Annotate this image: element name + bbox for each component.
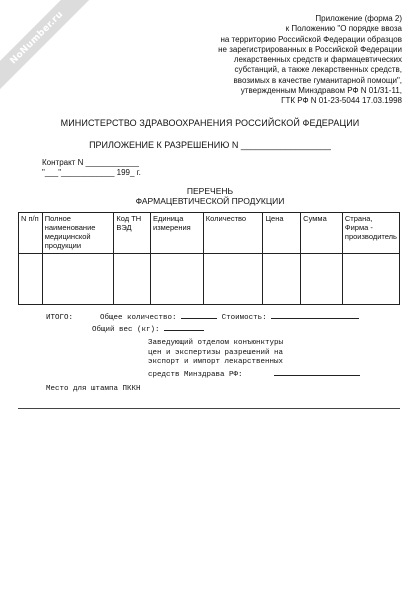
column-header: Сумма bbox=[301, 213, 343, 254]
contract-block bbox=[42, 158, 141, 178]
table-row bbox=[19, 254, 400, 305]
appendix-line: Приложение (форма 2) bbox=[315, 14, 402, 23]
table-cell bbox=[19, 254, 43, 305]
weight-line bbox=[164, 323, 204, 331]
table-cell bbox=[114, 254, 151, 305]
contract-date: "___"____________ 199_ г. bbox=[42, 168, 141, 177]
ministry-heading: МИНИСТЕРСТВО ЗДРАВООХРАНЕНИЯ РОССИЙСКОЙ ФЕДЕРАЦИИ bbox=[60, 118, 360, 128]
totals-label: ИТОГО: bbox=[46, 314, 74, 322]
department-line: средств Минздрава РФ: bbox=[148, 370, 243, 379]
contract-number: Контракт N ____________ bbox=[42, 158, 139, 167]
title-line: ПЕРЕЧЕНЬ bbox=[186, 186, 234, 196]
appendix-line: утвержденным Минздравом РФ N 01/31-11, bbox=[240, 86, 402, 96]
column-header: Страна, Фирма - производитель bbox=[342, 213, 399, 254]
cost-label: Стоимость: bbox=[221, 314, 267, 322]
appendix-line: не зарегистрированных в Российской Федерации bbox=[218, 44, 402, 54]
appendix-line: лекарственных средств и фармацевтических bbox=[233, 55, 402, 65]
title-line: ФАРМАЦЕВТИЧЕСКОЙ ПРОДУКЦИИ bbox=[135, 196, 285, 206]
department-line: цен и экспертизы разрешений на bbox=[148, 348, 284, 357]
table-cell bbox=[151, 254, 204, 305]
document-title bbox=[0, 186, 420, 206]
weight-label: Общий вес (кг): bbox=[92, 326, 160, 334]
bottom-divider bbox=[18, 408, 400, 409]
column-header: Полное наименование медицинской продукции bbox=[42, 213, 114, 254]
appendix-line: ГТК РФ N 01-23-5044 17.03.1998 bbox=[281, 96, 402, 106]
department-line: Заведующий отделом конъюнктуры bbox=[148, 339, 284, 347]
appendix-line: ввозимых в качестве гуманитарной помощи", bbox=[233, 75, 402, 85]
column-header: Единица измерения bbox=[151, 213, 204, 254]
total-quantity-line bbox=[181, 311, 217, 319]
column-header: Количество bbox=[203, 213, 263, 254]
table-cell bbox=[263, 254, 301, 305]
department-head-block bbox=[148, 339, 360, 380]
column-header: Код ТН ВЭД bbox=[114, 213, 151, 254]
column-header: Цена bbox=[263, 213, 301, 254]
table-cell bbox=[203, 254, 263, 305]
appendix-note bbox=[172, 14, 402, 107]
stamp-place: Место для штампа ПККН bbox=[46, 385, 141, 393]
totals-block bbox=[46, 311, 359, 335]
column-header: N п/п bbox=[19, 213, 43, 254]
department-line: экспорт и импорт лекарственных bbox=[148, 358, 284, 366]
cost-line bbox=[271, 311, 359, 319]
permission-heading: ПРИЛОЖЕНИЕ К РАЗРЕШЕНИЮ N __________________ bbox=[89, 140, 331, 150]
appendix-line: к Положению "О порядке ввоза bbox=[285, 24, 402, 34]
table-cell bbox=[42, 254, 114, 305]
table-cell bbox=[301, 254, 343, 305]
watermark-ribbon: NoNumber.ru bbox=[0, 0, 111, 112]
signature-line bbox=[274, 368, 360, 376]
appendix-line: субстанций, а также лекарственных средств, bbox=[234, 65, 402, 75]
table-header-row bbox=[19, 213, 400, 254]
appendix-line: на территорию Российской Федерации образцов bbox=[220, 34, 402, 44]
total-quantity-label: Общее количество: bbox=[100, 314, 177, 322]
products-table bbox=[18, 212, 400, 305]
table-cell bbox=[342, 254, 399, 305]
